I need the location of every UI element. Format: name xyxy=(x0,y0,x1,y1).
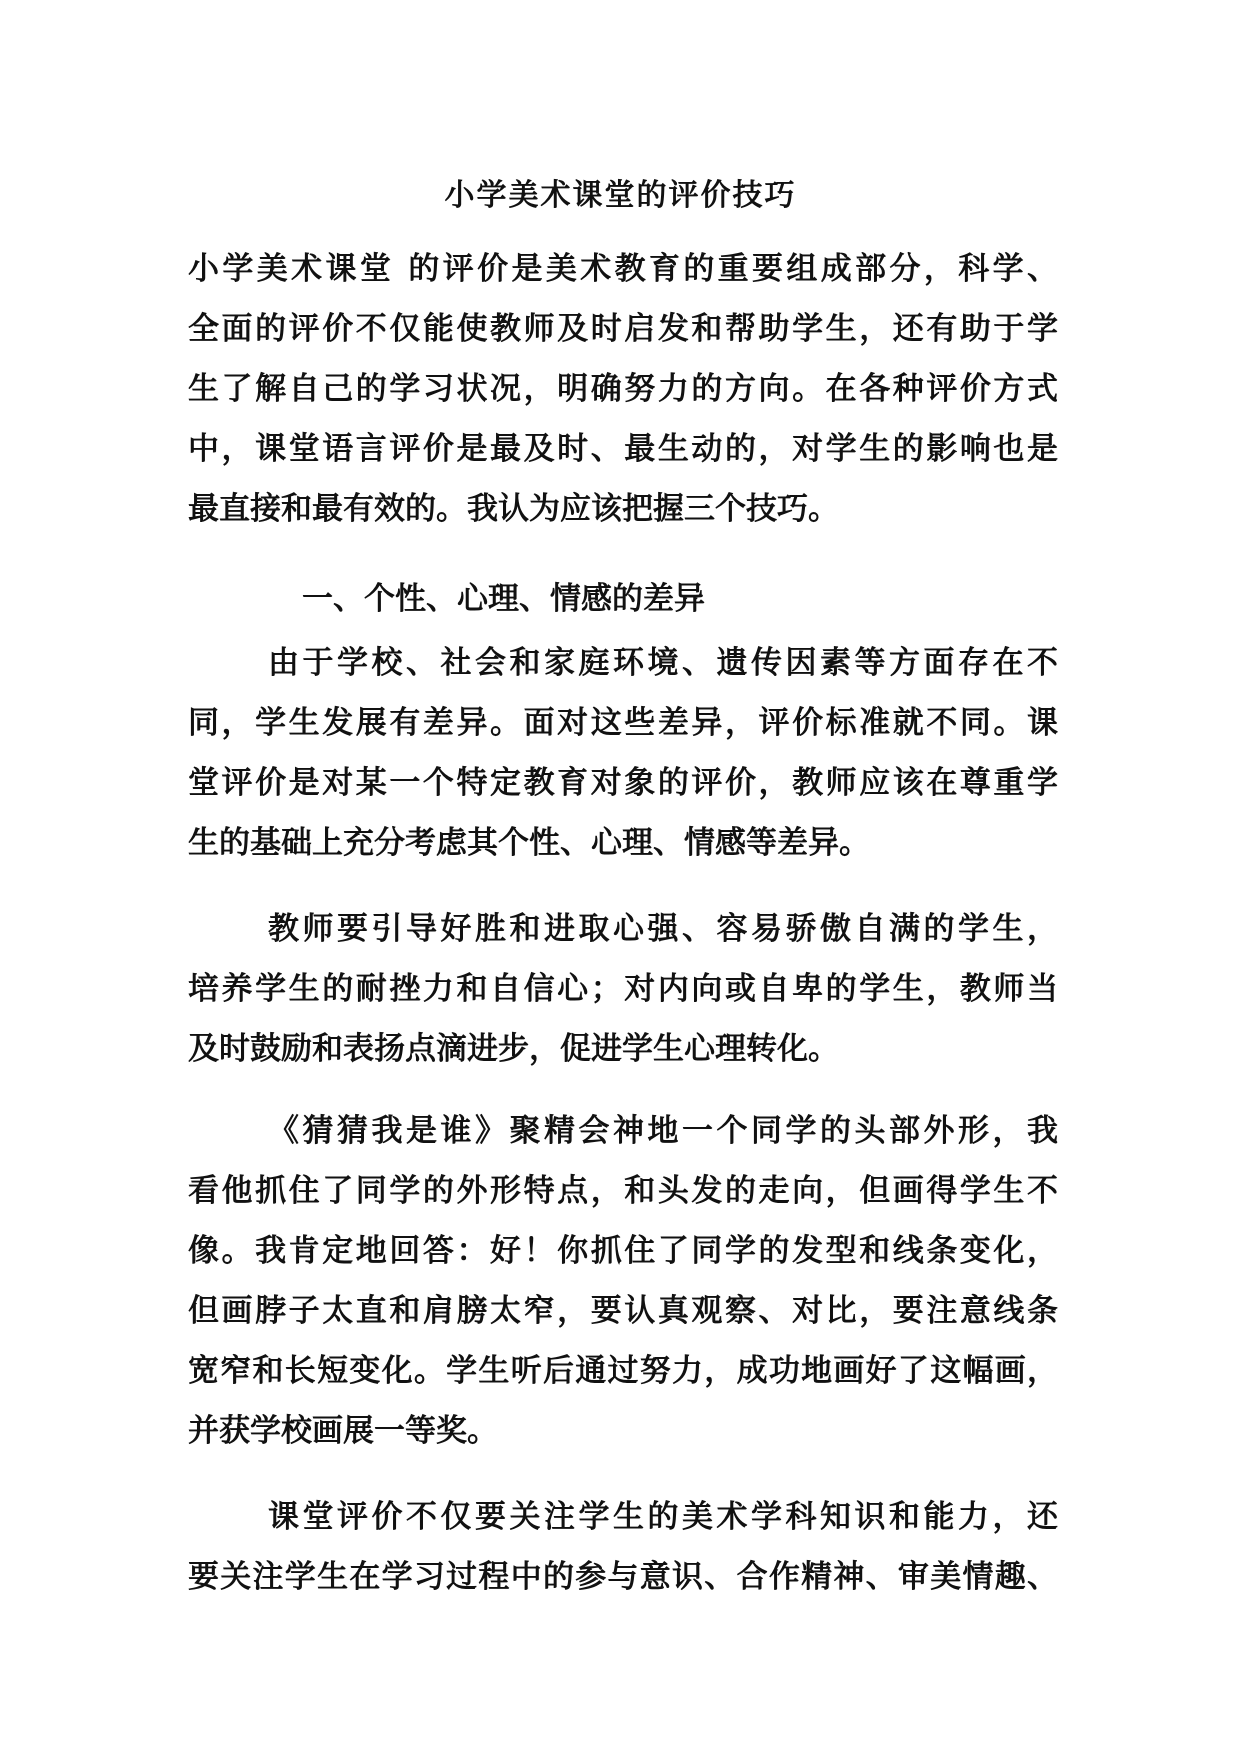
text-line: 但画脖子太直和肩膀太窄，要认真观察、对比，要注意线条 xyxy=(188,1293,1058,1329)
text-line: 教师要引导好胜和进取心强、容易骄傲自满的学生， xyxy=(268,911,1058,947)
text-line: 堂评价是对某一个特定教育对象的评价，教师应该在尊重学 xyxy=(188,765,1058,801)
text-line: 生了解自己的学习状况，明确努力的方向。在各种评价方式 xyxy=(188,371,1058,407)
text-line: 像。我肯定地回答：好！你抓住了同学的发型和线条变化， xyxy=(188,1233,1058,1269)
text-line: 生的基础上充分考虑其个性、心理、情感等差异。 xyxy=(188,825,870,861)
text-line: 要关注学生在学习过程中的参与意识、合作精神、审美情趣、 xyxy=(188,1559,1058,1595)
text-line: 及时鼓励和表扬点滴进步，促进学生心理转化。 xyxy=(188,1031,839,1067)
text-line: 同，学生发展有差异。面对这些差异，评价标准就不同。课 xyxy=(188,705,1058,741)
text-line: 最直接和最有效的。我认为应该把握三个技巧。 xyxy=(188,491,839,527)
text-line: 中，课堂语言评价是最及时、最生动的，对学生的影响也是 xyxy=(188,431,1058,467)
text-line: 由于学校、社会和家庭环境、遗传因素等方面存在不 xyxy=(268,645,1058,681)
text-line: 小学美术课堂 的评价是美术教育的重要组成部分，科学、 xyxy=(188,251,1058,287)
text-line: 培养学生的耐挫力和自信心；对内向或自卑的学生，教师当 xyxy=(188,971,1058,1007)
text-line: 宽窄和长短变化。学生听后通过努力，成功地画好了这幅画， xyxy=(188,1353,1058,1389)
text-line: 课堂评价不仅要关注学生的美术学科知识和能力，还 xyxy=(268,1499,1058,1535)
document-title: 小学美术课堂的评价技巧 xyxy=(444,178,797,213)
text-line: 并获学校画展一等奖。 xyxy=(188,1413,498,1449)
text-line: 全面的评价不仅能使教师及时启发和帮助学生，还有助于学 xyxy=(188,311,1058,347)
text-line: 看他抓住了同学的外形特点，和头发的走向，但画得学生不 xyxy=(188,1173,1058,1209)
section-heading: 一、个性、心理、情感的差异 xyxy=(302,581,705,617)
text-line: 《猜猜我是谁》聚精会神地一个同学的头部外形，我 xyxy=(268,1113,1058,1149)
